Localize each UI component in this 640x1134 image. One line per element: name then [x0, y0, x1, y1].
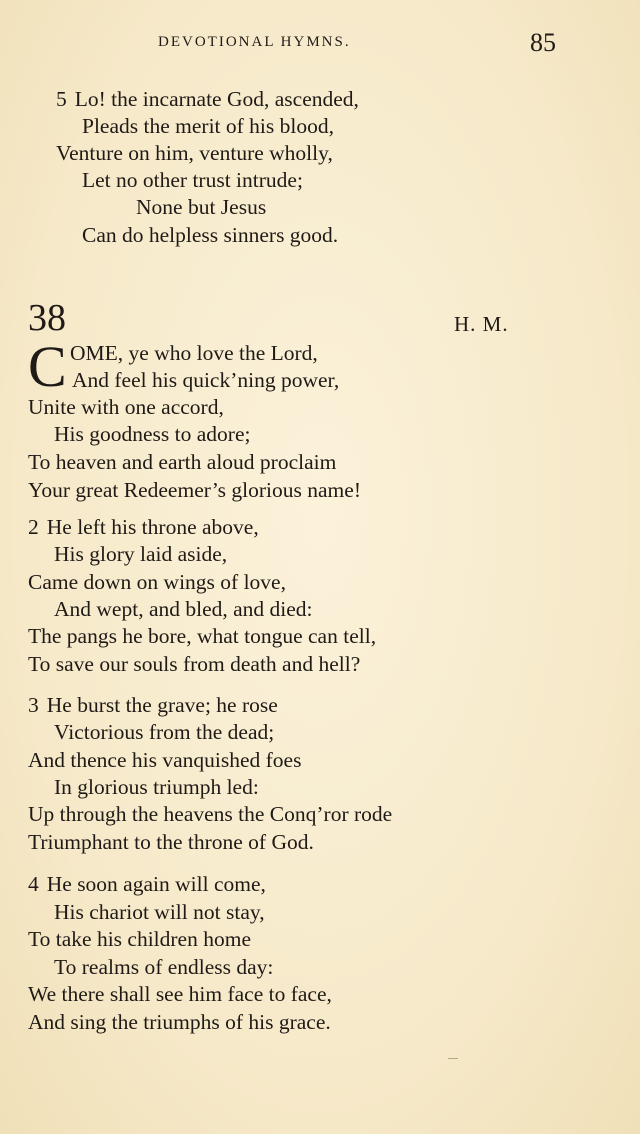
- verse-3-line-5: Up through the heavens the Conq’ror rode: [28, 802, 393, 826]
- verse-line-text: Lo! the incarnate God, ascended,: [74, 87, 359, 111]
- verse-1-line-5: To heaven and earth aloud proclaim: [28, 450, 337, 474]
- verse-4-line-6: And sing the triumphs of his grace.: [28, 1010, 331, 1034]
- verse-2-line-1: [28, 514, 259, 541]
- verse-3-line-3: And thence his vanquished foes: [28, 748, 302, 772]
- hymn-number: 38: [28, 297, 66, 339]
- verse-3-line-2: Victorious from the dead;: [54, 720, 275, 744]
- verse-5-line-1: [56, 86, 359, 113]
- verse-number: 3: [28, 693, 39, 717]
- verse-5-line-3: Venture on him, venture wholly,: [56, 141, 333, 165]
- verse-5-line-6: Can do helpless sinners good.: [82, 223, 339, 247]
- verse-number: 2: [28, 515, 39, 539]
- verse-2-line-6: To save our souls from death and hell?: [28, 652, 361, 676]
- verse-2-line-4: And wept, and bled, and died:: [54, 597, 313, 621]
- verse-2-line-3: Came down on wings of love,: [28, 570, 286, 594]
- verse-1-line-2: And feel his quick’ning power,: [72, 368, 340, 392]
- verse-1-line-4: His goodness to adore;: [54, 422, 251, 446]
- verse-4-line-1: [28, 871, 266, 898]
- verse-line-text: He burst the grave; he rose: [46, 693, 278, 717]
- verse-3-line-6: Triumphant to the throne of God.: [28, 830, 314, 854]
- verse-4-line-5: We there shall see him face to face,: [28, 982, 332, 1006]
- verse-1-line-6: Your great Redeemer’s glorious name!: [28, 478, 361, 502]
- verse-5-line-5: None but Jesus: [136, 195, 267, 219]
- verse-number: 4: [28, 872, 39, 896]
- verse-3-line-4: In glorious triumph led:: [54, 775, 259, 799]
- verse-4-line-3: To take his children home: [28, 927, 251, 951]
- verse-4-line-2: His chariot will not stay,: [54, 900, 265, 924]
- verse-number: 5: [56, 87, 67, 111]
- verse-line-text: He soon again will come,: [46, 872, 266, 896]
- verse-3-line-1: [28, 692, 278, 719]
- verse-5-line-2: Pleads the merit of his blood,: [82, 114, 334, 138]
- page-header: [0, 30, 640, 60]
- hymn-meter: H. M.: [454, 312, 509, 336]
- verse-5-line-4: Let no other trust intrude;: [82, 168, 303, 192]
- verse-2-line-5: The pangs he bore, what tongue can tell,: [28, 624, 377, 648]
- running-head: DEVOTIONAL HYMNS.: [158, 34, 351, 50]
- verse-line-text: He left his throne above,: [46, 515, 259, 539]
- verse-1-line-3: Unite with one accord,: [28, 395, 224, 419]
- verse-4-line-4: To realms of endless day:: [54, 955, 274, 979]
- page-number: 85: [530, 28, 556, 57]
- printer-mark: [448, 1058, 458, 1059]
- verse-1-line-1: OME, ye who love the Lord,: [70, 341, 318, 365]
- drop-cap: C: [28, 334, 67, 399]
- verse-2-line-2: His glory laid aside,: [54, 542, 228, 566]
